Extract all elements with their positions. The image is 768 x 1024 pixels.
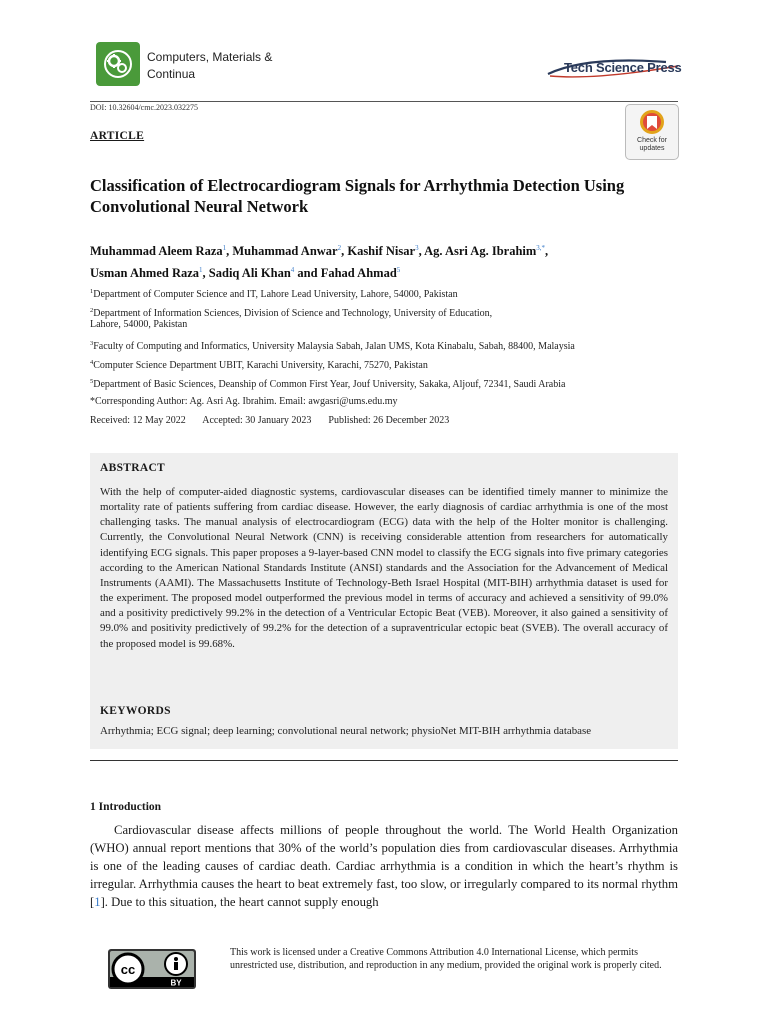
author-separator: , bbox=[341, 244, 348, 258]
introduction-text: ]. Due to this situation, the heart cannot supply enough bbox=[100, 895, 379, 910]
author-separator: and bbox=[294, 266, 321, 280]
journal-logo bbox=[96, 42, 140, 86]
author-separator: , bbox=[418, 244, 425, 258]
affiliation-text: Computer Science Department UBIT, Karachi University, Karachi, 75270, Pakistan bbox=[93, 360, 428, 371]
author-separator: , bbox=[226, 244, 233, 258]
author-name: Ag. Asri Ag. Ibrahim bbox=[424, 244, 537, 258]
abstract-text: With the help of computer-aided diagnostic systems, cardiovascular diseases can be identified timely manner to minimize the mortality rate of patients suffering from cardiac disease. However, the early diagnosis of cardiac arrhythmia is one of the most challenging tasks. The manual analysis of electrocardiogram (ECG) data with the help of the Holter monitor is challenging. Currently, the Convolutional Neural Network (CNN) is receiving considerable attention from researchers for automatically identifying ECG signals. This paper proposes a 9-layer-based CNN model to classify the ECG signals into five primary categories according to the American National Standards Institute (ANSI) standards and the Association for the Advancement of Medical Instruments (AAMI). The Massachusetts Institute of Technology-Beth Israel Hospital (MIT-BIH) arrhythmia dataset is used for the experiment. The proposed model outperformed the previous model in terms of accuracy and achieved a sensitivity of 99.0% and a positivity predictively 99.2% in the detection of a Ventricular Ectopic Beat (VEB). Moreover, it also gained a sensitivity of 99.0% and positivity predictively of 99.2% for the detection of a supraventricular ectopic beat (SVEB). The overall accuracy of the proposed model is 99.68%. bbox=[100, 486, 668, 650]
cc-by-badge[interactable] bbox=[108, 949, 196, 989]
keywords-heading: KEYWORDS bbox=[100, 705, 171, 717]
author-name: Sadiq Ali Khan bbox=[208, 266, 291, 280]
author-name: Muhammad Anwar bbox=[232, 244, 338, 258]
corresponding-author bbox=[90, 395, 680, 409]
author-name: Muhammad Aleem Raza bbox=[90, 244, 223, 258]
introduction-text: Cardiovascular disease affects millions of people throughout the world. The World Health Organization (WHO) annual report mentions that 30% of the world’s population dies from cardiovascular diseases. Arrhythmia is one of the leading causes of cardiac death. Cardiac arrhythmia is a condition in which the heart’s rhythm is irregular. Arrhythmia causes the heart to beat extremely fast, too slow, or irregularly compared to its normal rhythm [ bbox=[90, 823, 678, 910]
author-affiliation-mark[interactable]: 1 bbox=[199, 266, 203, 274]
title-line2: Convolutional Neural Network bbox=[90, 197, 309, 216]
section-rule bbox=[90, 760, 678, 761]
check-for-updates-button[interactable] bbox=[625, 104, 679, 160]
author-affiliation-mark[interactable]: 2 bbox=[337, 244, 342, 252]
abstract-heading: ABSTRACT bbox=[100, 462, 166, 474]
author-name: Kashif Nisar bbox=[347, 244, 416, 258]
article-type-label: ARTICLE bbox=[90, 130, 145, 142]
affiliation-number: 1 bbox=[90, 288, 94, 295]
author-affiliation-mark[interactable]: 3 bbox=[415, 244, 419, 252]
paper-title bbox=[90, 175, 690, 217]
affiliation bbox=[90, 337, 680, 354]
introduction-paragraph bbox=[90, 821, 678, 911]
affiliation-text: Department of Information Sciences, Division of Science and Technology, University of Education, bbox=[93, 308, 493, 319]
affiliation bbox=[90, 356, 680, 373]
journal-name-line1: Computers, Materials & bbox=[147, 50, 273, 64]
affiliation-text: Lahore, 54000, Pakistan bbox=[90, 319, 188, 330]
author-separator: , bbox=[202, 266, 209, 280]
affiliation bbox=[90, 285, 680, 302]
author-affiliation-mark[interactable]: 5 bbox=[396, 266, 401, 274]
published-date: Published: 26 December 2023 bbox=[328, 415, 450, 426]
cc-badge-label: BY bbox=[170, 978, 182, 988]
svg-text:cc: cc bbox=[120, 962, 136, 977]
title-line1: Classification of Electrocardiogram Signals for Arrhythmia Detection Using bbox=[90, 176, 625, 195]
author-affiliation-mark[interactable]: 3,* bbox=[536, 244, 546, 252]
doi[interactable]: DOI: 10.32604/cmc.2023.032275 bbox=[90, 103, 198, 112]
gear-icon bbox=[100, 46, 136, 82]
affiliation-number: 4 bbox=[90, 359, 94, 366]
affiliation-text: Faculty of Computing and Informatics, University Malaysia Sabah, Jalan UMS, Kota Kinabalu, Sabah, 88400, Malaysia bbox=[93, 341, 575, 352]
affiliation-number: 3 bbox=[90, 340, 94, 347]
affiliation bbox=[90, 375, 680, 392]
affiliation-text: Department of Basic Sciences, Deanship of Common First Year, Jouf University, Sakaka, Aljouf, 72341, Saudi Arabia bbox=[93, 379, 566, 390]
section-heading-introduction: 1 Introduction bbox=[90, 801, 162, 813]
header-rule bbox=[90, 101, 678, 102]
accepted-date: Accepted: 30 January 2023 bbox=[202, 415, 312, 426]
affiliation-number: 5 bbox=[90, 378, 94, 385]
author-affiliation-mark[interactable]: 1 bbox=[222, 244, 227, 252]
bookmark-icon bbox=[626, 107, 678, 139]
license-notice: This work is licensed under a Creative Commons Attribution 4.0 International License, which permits unrestricted use, distribution, and reproduction in any medium, provided the original work is properly cited. bbox=[230, 947, 662, 971]
publication-dates bbox=[90, 414, 680, 428]
affiliation-text: Department of Computer Science and IT, Lahore Lead University, Lahore, 54000, Pakistan bbox=[93, 289, 458, 300]
check-updates-label: Check for updates bbox=[637, 137, 667, 152]
keywords-text: Arrhythmia; ECG signal; deep learning; convolutional neural network; physioNet MIT-BIH arrhythmia database bbox=[100, 725, 592, 737]
author-list bbox=[90, 239, 690, 283]
author-affiliation-mark[interactable]: 4 bbox=[290, 266, 295, 274]
publisher-name: Tech Science Press bbox=[564, 60, 682, 75]
cc-by-icon bbox=[108, 949, 196, 989]
citation-link[interactable]: 1 bbox=[94, 895, 101, 910]
journal-name-line2: Continua bbox=[147, 67, 196, 81]
received-date: Received: 12 May 2022 bbox=[90, 415, 186, 426]
affiliation-continuation bbox=[90, 318, 680, 332]
author-separator: , bbox=[545, 244, 549, 258]
journal-name bbox=[147, 49, 272, 83]
affiliation-number: 2 bbox=[90, 307, 94, 314]
author-name: Fahad Ahmad bbox=[320, 266, 397, 280]
corresponding-author-text: *Corresponding Author: Ag. Asri Ag. Ibrahim. Email: awgasri@ums.edu.my bbox=[90, 396, 398, 407]
author-name: Usman Ahmed Raza bbox=[90, 266, 200, 280]
